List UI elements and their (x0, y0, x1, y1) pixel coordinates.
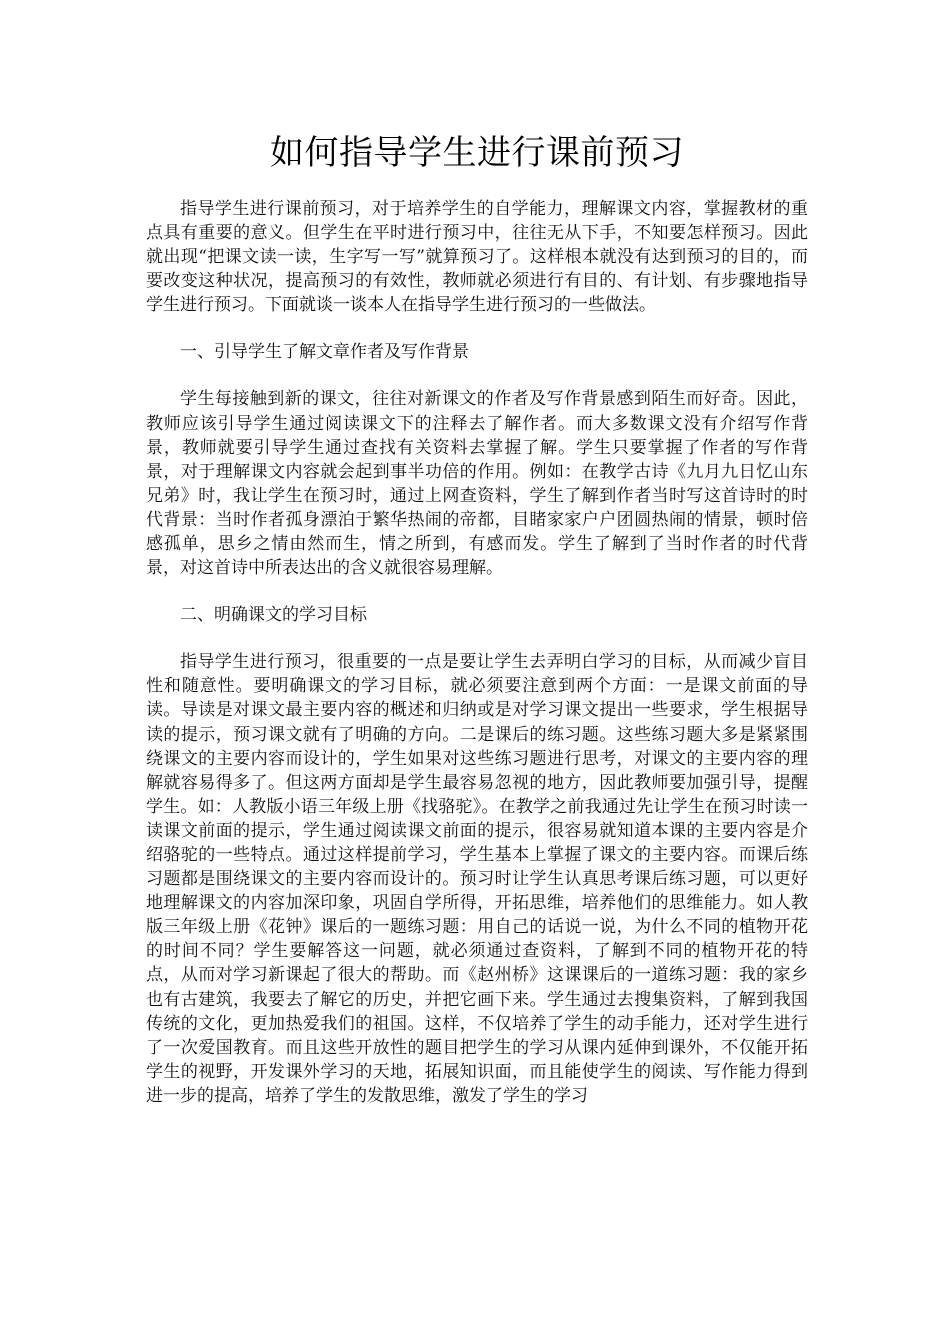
section-body-1: 学生每接触到新的课文，往往对新课文的作者及写作背景感到陌生而好奇。因此，教师应该引导学生通过阅读课文下的注释去了解作者。而大多数课文没有介绍写作背景，教师就要引导学生通过查找有关资料去掌握了解。学生只要掌握了作者的写作背景，对于理解课文内容就会起到事半功倍的作用。例如：在教学古诗《九月九日忆山东兄弟》时，我让学生在预习时，通过上网查资料，学生了解到作者当时写这首诗时的时代背景：当时作者孤身漂泊于繁华热闹的帝都，目睹家家户户团圆热闹的情景，顿时倍感孤单，思乡之情由然而生，情之所到，有感而发。学生了解到了当时作者的时代背景，对这首诗中所表达出的含义就很容易理解。 (146, 389, 808, 579)
section-body-2: 指导学生进行预习，很重要的一点是要让学生去弄明白学习的目标，从而减少盲目性和随意性。要明确课文的学习目标，就必须要注意到两个方面：一是课文前面的导读。导读是对课文最主要内容的概述和归纳或是对学习课文提出一些要求，学生根据导读的提示，预习课文就有了明确的方向。二是课后的练习题。这些练习题大多是紧紧围绕课文的主要内容而设计的，学生如果对这些练习题进行思考，对课文的主要内容的理解就容易得多了。但这两方面却是学生最容易忽视的地方，因此教师要加强引导，提醒学生。如：人教版小语三年级上册《找骆驼》。在教学之前我通过先让学生在预习时读一读课文前面的提示，学生通过阅读课文前面的提示，很容易就知道本课的主要内容是介绍骆驼的一些特点。通过这样提前学习，学生基本上掌握了课文的主要内容。而课后练习题都是围绕课文的主要内容而设计的。预习时让学生认真思考课后练习题，可以更好地理解课文的内容加深印象，巩固自学所得，开拓思维，培养他们的思维能力。如人教版三年级上册《花钟》课后的一题练习题：用自己的话说一说，为什么不同的植物开花的时间不同？学生要解答这一问题，就必须通过查资料，了解到不同的植物开花的特点，从而对学习新课起了很大的帮助。而《赵州桥》这课课后的一道练习题：我的家乡也有古建筑，我要去了解它的历史，并把它画下来。学生通过去搜集资料，了解到我国传统的文化，更加热爱我们的祖国。这样，不仅培养了学生的动手能力，还对学生进行了一次爱国教育。而且这些开放性的题目把学生的学习从课内延伸到课外，不仅能开拓学生的视野，开发课外学习的天地，拓展知识面，而且能使学生的阅读、写作能力得到进一步的提高，培养了学生的发散思维，激发了学生的学习 (146, 652, 808, 1106)
document-title: 如何指导学生进行课前预习 (270, 133, 684, 173)
section-heading-1: 一、引导学生了解文章作者及写作背景 (180, 342, 469, 363)
intro-paragraph: 指导学生进行课前预习，对于培养学生的自学能力，理解课文内容，掌握教材的重点具有重要的意义。但学生在平时进行预习中，往往无从下手，不知要怎样预习。因此就出现“把课文读一读，生字写一写”就算预习了。这样根本就没有达到预习的目的，而要改变这种状况，提高预习的有效性，教师就必须进行有目的、有计划、有步骤地指导学生进行预习。下面就谈一谈本人在指导学生进行预习的一些做法。 (146, 199, 808, 316)
document-page (146, 0, 808, 1108)
section-heading-2: 二、明确课文的学习目标 (180, 605, 367, 626)
